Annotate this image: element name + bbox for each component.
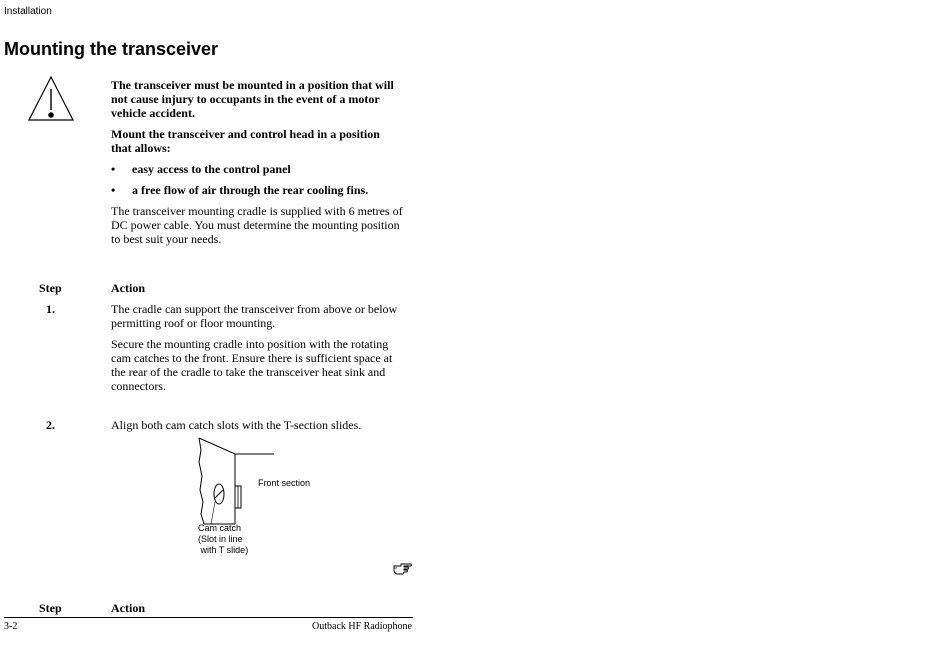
warning-triangle-icon <box>27 76 75 122</box>
front-section-label: Front section <box>258 478 311 488</box>
running-header: Installation <box>4 6 52 17</box>
cam-label-line: Cam catch <box>198 523 242 533</box>
pointing-hand-icon <box>393 562 413 575</box>
step-paragraph: Secure the mounting cradle into position with the rotating cam catches to the front. Ensure there is sufficient space at the rear of the cradle to take the transceiver heat sink and connectors. <box>111 337 393 393</box>
cam-catch-label <box>198 523 248 556</box>
step-paragraph: The cradle can support the transceiver from above or below permitting roof or floor mounting. <box>111 302 398 330</box>
action-column-header: Action <box>111 601 145 615</box>
step-number: 2. <box>46 418 55 432</box>
bullet-marker: • <box>111 183 116 197</box>
bullet-item: a free flow of air through the rear cooling fins. <box>132 183 369 197</box>
cam-label-line: with T slide) <box>198 545 249 555</box>
cam-label-line: (Slot in line <box>198 534 243 544</box>
cradle-note: The transceiver mounting cradle is supplied with 6 metres of DC power cable. You must determine the mounting position to best suit your needs. <box>111 204 403 246</box>
page-number: 3-2 <box>4 621 18 632</box>
bullet-item: easy access to the control panel <box>132 162 291 176</box>
warning-text: The transceiver must be mounted in a position that will not cause injury to occupants in the event of a motor vehicle accident. <box>111 78 394 120</box>
step-number: 1. <box>46 302 55 316</box>
step-column-header: Step <box>39 601 62 615</box>
page-title: Mounting the transceiver <box>4 39 219 59</box>
footer-rule <box>4 617 413 618</box>
bullet-marker: • <box>111 162 116 176</box>
mount-intro: Mount the transceiver and control head in a position that allows: <box>111 127 380 155</box>
product-name: Outback HF Radiophone <box>312 621 412 632</box>
action-column-header: Action <box>111 281 145 295</box>
step-column-header: Step <box>39 281 62 295</box>
step-paragraph: Align both cam catch slots with the T-section slides. <box>111 418 362 432</box>
